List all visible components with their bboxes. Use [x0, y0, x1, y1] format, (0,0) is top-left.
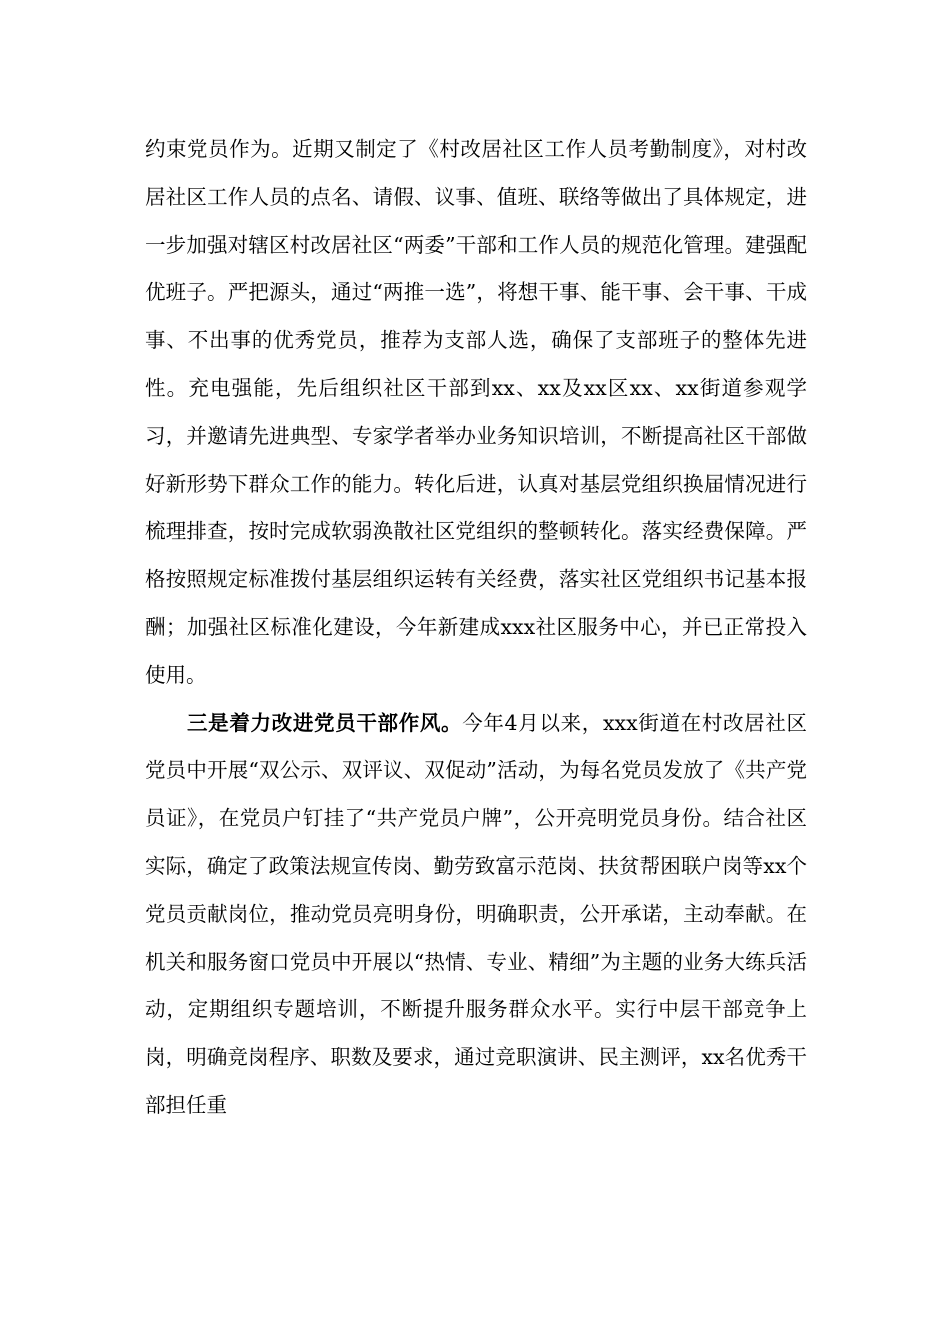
- paragraph-continued: [145, 126, 807, 700]
- document-body: [145, 126, 807, 1130]
- paragraph-text: 今年4月以来，xxx街道在村改居社区党员中开展“双公示、双评议、双促动”活动，为每名党员发放了《共产党员证》，在党员户钉挂了“共产党员户牌”，公开亮明党员身份。结合社区实际，确定了政策法规宣传岗、勤劳致富示范岗、扶贫帮困联户岗等xx个党员贡献岗位，推动党员亮明身份，明确职责，公开承诺，主动奉献。在机关和服务窗口党员中开展以“热情、专业、精细”为主题的业务大练兵活动，定期组织专题培训，不断提升服务群众水平。实行中层干部竞争上岗，明确竞岗程序、职数及要求，通过竞职演讲、民主测评，xx名优秀干部担任重: [145, 710, 807, 1117]
- paragraph-section-three: [145, 700, 807, 1130]
- paragraph-lead-heading: 三是着力改进党员干部作风。: [187, 710, 463, 735]
- paragraph-text: 约束党员作为。近期又制定了《村改居社区工作人员考勤制度》，对村改居社区工作人员的点名、请假、议事、值班、联络等做出了具体规定，进一步加强对辖区村改居社区“两委”干部和工作人员的规范化管理。建强配优班子。严把源头，通过“两推一选”，将想干事、能干事、会干事、干成事、不出事的优秀党员，推荐为支部人选，确保了支部班子的整体先进性。充电强能，先后组织社区干部到xx、xx及xx区xx、xx街道参观学习，并邀请先进典型、专家学者举办业务知识培训，不断提高社区干部做好新形势下群众工作的能力。转化后进，认真对基层党组织换届情况进行梳理排查，按时完成软弱涣散社区党组织的整顿转化。落实经费保障。严格按照规定标准拨付基层组织运转有关经费，落实社区党组织书记基本报酬；加强社区标准化建设，今年新建成xxx社区服务中心，并已正常投入使用。: [145, 137, 807, 687]
